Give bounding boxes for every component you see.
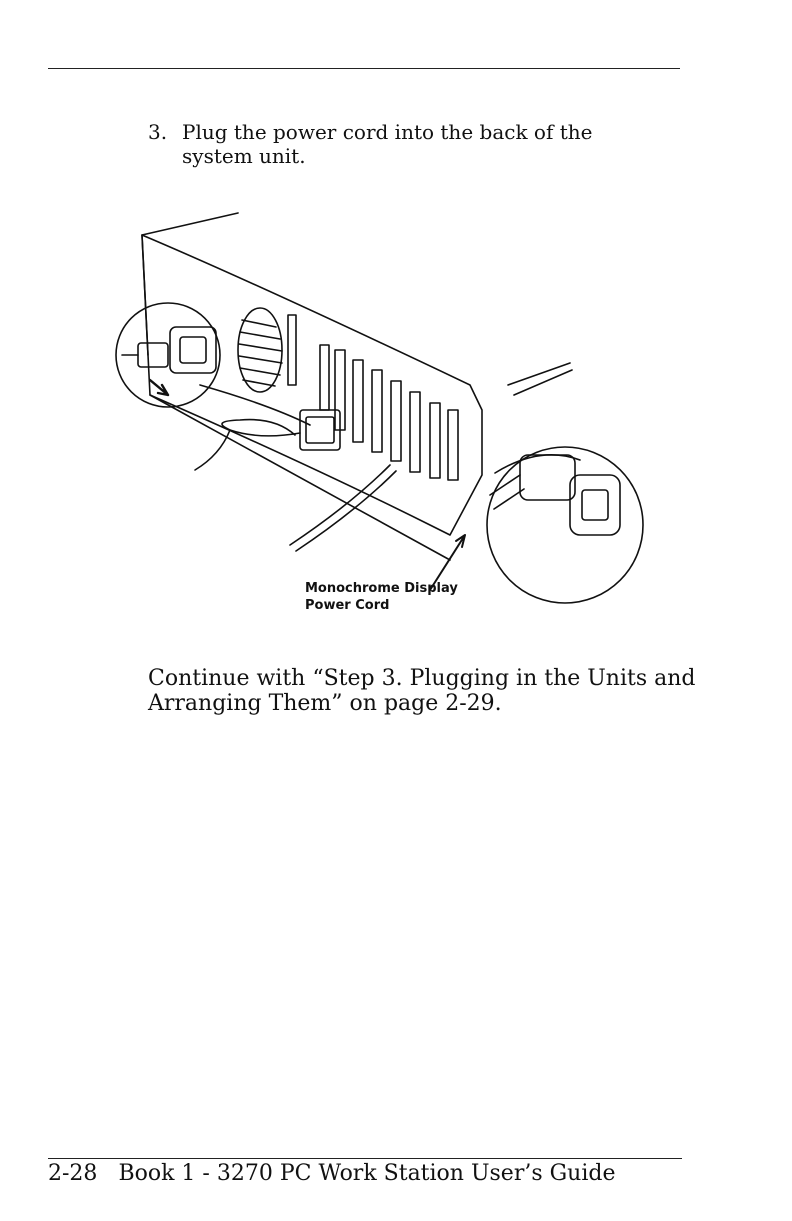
back-panel [142, 235, 482, 535]
expansion-slots [335, 350, 458, 480]
d-connector-2 [306, 417, 334, 443]
fan-grille [238, 308, 282, 392]
power-cord-illustration [110, 205, 650, 635]
unit-side-line-2 [514, 370, 572, 395]
footer-book-title: Book 1 - 3270 PC Work Station User’s Guide [118, 1161, 616, 1186]
system-unit-drawing [110, 205, 650, 635]
bottom-rule [48, 1158, 682, 1159]
step-text: Plug the power cord into the back of the system unit. [182, 120, 593, 168]
unit-top-edge [142, 213, 238, 235]
arrow-left [150, 380, 168, 395]
figure-callout [305, 580, 458, 614]
callout-line-1: Monochrome Display [305, 581, 458, 596]
power-cable-long [290, 465, 390, 545]
cable-loop [222, 420, 300, 436]
footer-page-number: 2-28 [48, 1161, 98, 1186]
page-footer [48, 1161, 688, 1187]
continue-paragraph: Continue with “Step 3. Plugging in the Units and Arranging Them” on page 2-29. [148, 666, 696, 716]
step-number: 3. [148, 120, 168, 144]
top-rule [48, 68, 680, 69]
callout-line-2: Power Cord [305, 598, 390, 613]
